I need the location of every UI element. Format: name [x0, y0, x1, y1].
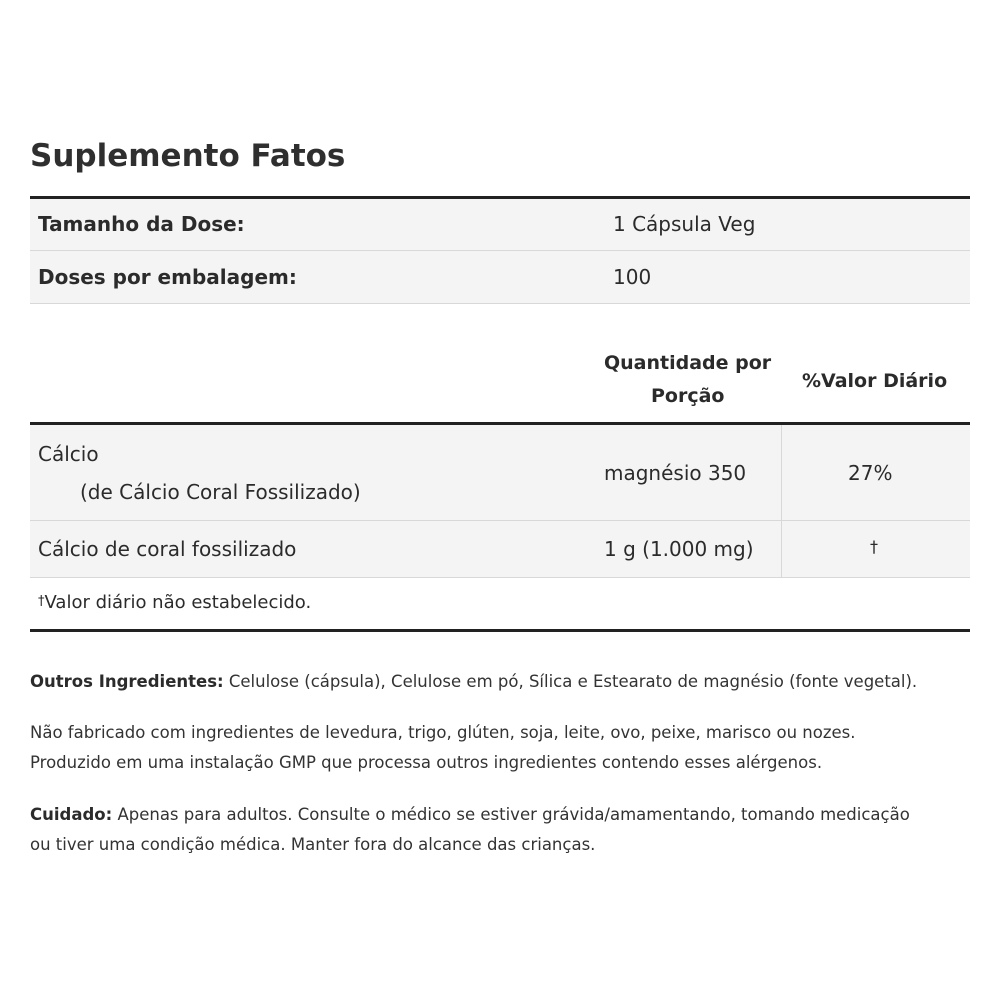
caution-line1 — [30, 800, 970, 830]
nutrient-row-calcium — [30, 425, 970, 520]
header-daily-value: %Valor Diário — [802, 370, 948, 392]
other-ingredients-label: Outros Ingredientes: — [30, 672, 224, 691]
nutrient-daily-value-dagger: † — [870, 537, 878, 556]
serving-size-label: Tamanho da Dose: — [38, 212, 245, 236]
nutrient-name: Cálcio de coral fossilizado — [38, 537, 297, 561]
nutrient-amount: 1 g (1.000 mg) — [604, 537, 754, 561]
serving-size-value: 1 Cápsula Veg — [613, 212, 756, 236]
other-ingredients-text: Celulose (cápsula), Celulose em pó, Sílica e Estearato de magnésio (fonte vegetal). — [223, 672, 918, 691]
allergen-line1: Não fabricado com ingredientes de levedura, trigo, glúten, soja, leite, ovo, peixe, marisco ou nozes. — [30, 723, 856, 742]
header-amount-line2: Porção — [651, 385, 725, 407]
nutrient-daily-value: 27% — [848, 461, 893, 485]
page-title: Suplemento Fatos — [30, 138, 346, 174]
allergen-line2: Produzido em uma instalação GMP que processa outros ingredientes contendo esses alérgenos. — [30, 753, 823, 772]
header-amount-line1: Quantidade por — [604, 352, 772, 374]
serving-bottom-rule — [30, 303, 970, 304]
caution-label: Cuidado: — [30, 805, 113, 824]
nutrient-subname: (de Cálcio Coral Fossilizado) — [80, 480, 361, 504]
table-bottom-rule — [30, 577, 970, 578]
footnote — [38, 592, 311, 613]
footnote-text: Valor diário não estabelecido. — [44, 592, 312, 613]
column-separator — [781, 425, 782, 577]
other-ingredients — [30, 667, 970, 697]
nutrient-amount: magnésio 350 — [604, 461, 747, 485]
nutrient-name: Cálcio — [38, 442, 99, 466]
servings-per-container-label: Doses por embalagem: — [38, 265, 297, 289]
caution-line2: ou tiver uma condição médica. Manter fora do alcance das crianças. — [30, 835, 596, 854]
servings-per-container-value: 100 — [613, 265, 652, 289]
bottom-rule — [30, 629, 970, 632]
footnote-dagger: † — [38, 594, 45, 609]
caution-text-line1: Apenas para adultos. Consulte o médico se estiver grávida/amamentando, tomando medicação — [112, 805, 910, 824]
